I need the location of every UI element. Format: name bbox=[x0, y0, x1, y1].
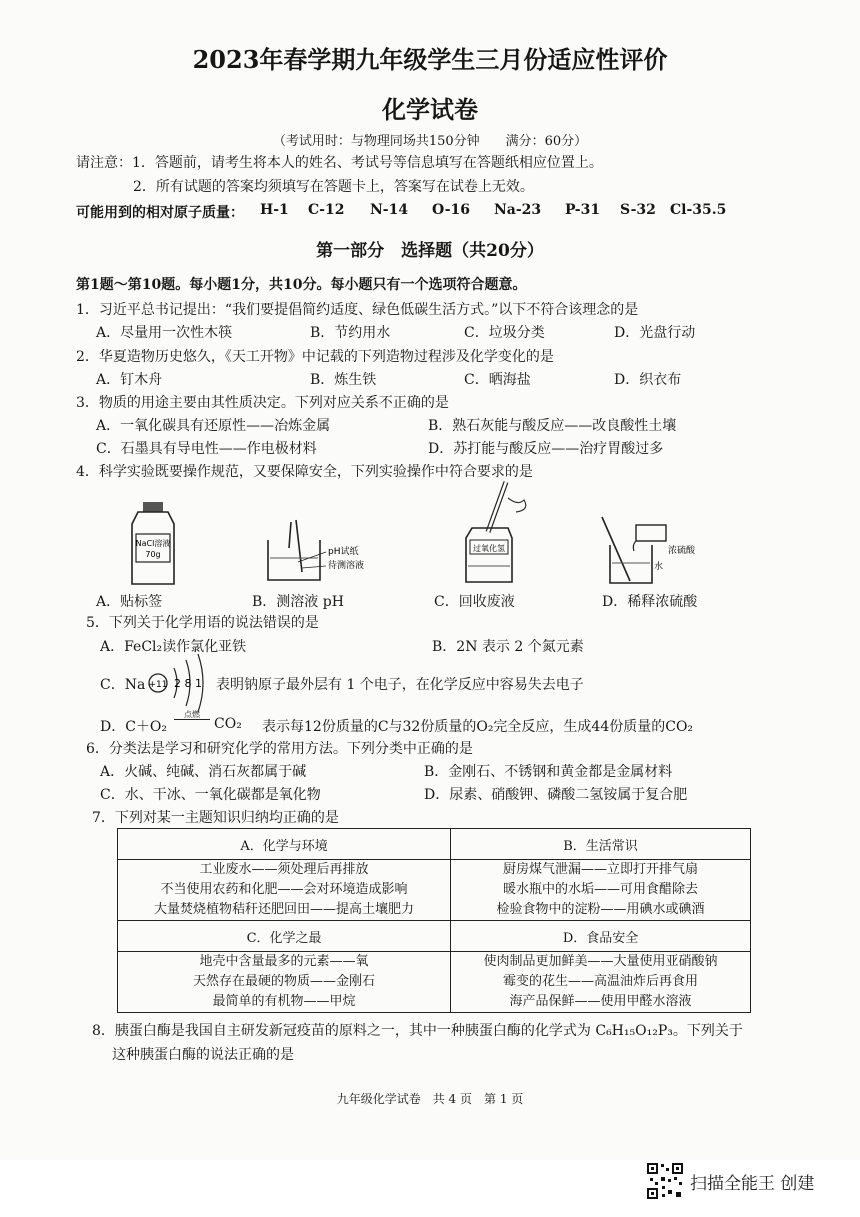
q5-reaction-condition: 点燃 bbox=[174, 710, 210, 720]
atomic-mass-s: S-32 bbox=[620, 202, 656, 218]
table-head-a: A．化学与环境 bbox=[118, 829, 451, 860]
table-head-c: C．化学之最 bbox=[118, 921, 451, 952]
q4-option-a: A．贴标签 bbox=[96, 594, 163, 610]
q6-option-d: D．尿素、硝酸钾、磷酸二氢铵属于复合肥 bbox=[424, 787, 688, 803]
q1-option-b: B．节约用水 bbox=[310, 325, 391, 341]
fig-a-label-2: 70g bbox=[145, 550, 161, 559]
q6-stem: 6．分类法是学习和研究化学的常用方法。下列分类中正确的是 bbox=[86, 741, 473, 757]
q2-option-c: C．晒海盐 bbox=[464, 372, 531, 388]
exam-title: 2023年春学期九年级学生三月份适应性评价 bbox=[192, 45, 668, 74]
atom-nucleus-label: +11 bbox=[148, 680, 168, 690]
atomic-mass-label: 可能用到的相对原子质量： bbox=[76, 205, 244, 221]
atomic-mass-p: P-31 bbox=[565, 202, 601, 218]
section-instruction: 第1题～第10题。每小题1分，共10分。每小题只有一个选项符合题意。 bbox=[76, 277, 527, 293]
q6-option-c: C．水、干冰、一氧化碳都是氧化物 bbox=[100, 787, 321, 803]
note-1: 请注意：1．答题前，请考生将本人的姓名、考试号等信息填写在答题纸相应位置上。 bbox=[76, 155, 603, 171]
exam-info: （考试用时：与物理同场共150分钟 满分：60分） bbox=[272, 134, 588, 149]
page-footer: 九年级化学试卷 共 4 页 第 1 页 bbox=[336, 1092, 524, 1106]
q2-option-d: D．织衣布 bbox=[614, 372, 682, 388]
table-c-line-2: 天然存在最硬的物质——金刚石 bbox=[193, 974, 376, 989]
atomic-mass-n: N-14 bbox=[370, 202, 409, 218]
atomic-mass-c: C-12 bbox=[308, 202, 345, 218]
ph-test-figure bbox=[258, 518, 388, 584]
table-b-line-3: 检验食物中的淀粉——用碘水或碘酒 bbox=[496, 902, 705, 917]
table-c-line-3: 最简单的有机物——甲烷 bbox=[212, 994, 356, 1009]
table-cell-d bbox=[451, 952, 751, 1013]
reagent-bottle-figure bbox=[118, 500, 188, 588]
q5-option-d-text: 表示每12份质量的C与32份质量的O₂完全反应，生成44份质量的CO₂ bbox=[262, 719, 694, 735]
fig-b-label-1: pH试纸 bbox=[328, 547, 359, 557]
atomic-mass-h: H-1 bbox=[260, 202, 289, 218]
q5-option-c-text: 表明钠原子最外层有 1 个电子，在化学反应中容易失去电子 bbox=[216, 677, 584, 693]
sodium-atom-structure-icon bbox=[146, 652, 212, 714]
fig-a-label-1: NaCl溶液 bbox=[135, 539, 171, 548]
table-cell-b bbox=[451, 860, 751, 921]
knowledge-table bbox=[117, 828, 751, 1013]
qr-code-icon bbox=[646, 1162, 684, 1200]
q2-option-b: B．炼生铁 bbox=[310, 372, 377, 388]
table-a-line-3: 大量焚烧植物秸秆还肥回田——提高土壤肥力 bbox=[154, 902, 415, 917]
q5-option-c-prefix: C．Na bbox=[100, 677, 146, 693]
fig-d-label-1: 浓硫酸 bbox=[668, 546, 696, 556]
q3-option-c: C．石墨具有导电性——作电极材料 bbox=[96, 441, 317, 457]
q1-option-c: C．垃圾分类 bbox=[464, 325, 545, 341]
q3-stem: 3．物质的用途主要由其性质决定。下列对应关系不正确的是 bbox=[76, 395, 449, 411]
q5-option-a: A．FeCl₂读作氯化亚铁 bbox=[100, 639, 247, 655]
table-b-line-1: 厨房煤气泄漏——立即打开排气扇 bbox=[503, 862, 699, 877]
q5-option-b: B．2N 表示 2 个氮元素 bbox=[432, 639, 584, 655]
table-d-line-2: 霉变的花生——高温油炸后再食用 bbox=[503, 974, 699, 989]
scanner-watermark bbox=[646, 1162, 814, 1200]
atomic-mass-na: Na-23 bbox=[494, 202, 542, 218]
q3-option-b: B．熟石灰能与酸反应——改良酸性土壤 bbox=[428, 418, 677, 434]
waste-recovery-figure bbox=[458, 480, 532, 584]
dilute-acid-figure bbox=[596, 515, 706, 587]
q3-option-a: A．一氧化碳具有还原性——冶炼金属 bbox=[96, 418, 331, 434]
q5-stem: 5．下列关于化学用语的说法错误的是 bbox=[86, 615, 319, 631]
note-2: 2．所有试题的答案均须填写在答题卡上，答案写在试卷上无效。 bbox=[133, 179, 534, 195]
atomic-mass-o: O-16 bbox=[432, 202, 471, 218]
q4-option-d: D．稀释浓硫酸 bbox=[602, 594, 698, 610]
table-d-line-1: 使肉制品更加鲜美——大量使用亚硝酸钠 bbox=[483, 954, 718, 969]
q1-stem: 1．习近平总书记提出：“我们要提倡简约适度、绿色低碳生活方式。”以下不符合该理念的是 bbox=[76, 302, 639, 318]
table-cell-c bbox=[118, 952, 451, 1013]
q5-option-d-product: CO₂ bbox=[214, 716, 242, 732]
fig-c-label: 过氧化氢 bbox=[473, 544, 505, 553]
q2-stem: 2．华夏造物历史悠久，《天工开物》中记载的下列造物过程涉及化学变化的是 bbox=[76, 349, 554, 365]
q4-stem: 4．科学实验既要操作规范，又要保障安全，下列实验操作中符合要求的是 bbox=[76, 464, 533, 480]
atomic-mass-cl: Cl-35.5 bbox=[670, 202, 727, 218]
q7-stem: 7．下列对某一主题知识归纳均正确的是 bbox=[92, 810, 339, 826]
table-a-line-2: 不当使用农药和化肥——会对环境造成影响 bbox=[160, 882, 408, 897]
q4-option-b: B．测溶液 pH bbox=[252, 594, 344, 610]
q1-option-d: D．光盘行动 bbox=[614, 325, 696, 341]
section-title: 第一部分 选择题（共20分） bbox=[316, 241, 544, 261]
table-a-line-1: 工业废水——须处理后再排放 bbox=[199, 862, 369, 877]
q6-option-a: A．火碱、纯碱、消石灰都属于碱 bbox=[100, 764, 307, 780]
q3-option-d: D．苏打能与酸反应——治疗胃酸过多 bbox=[428, 441, 664, 457]
q6-option-b: B．金刚石、不锈钢和黄金都是金属材料 bbox=[424, 764, 673, 780]
table-cell-a bbox=[118, 860, 451, 921]
q8-stem-line-1: 8．胰蛋白酶是我国自主研发新冠疫苗的原料之一，其中一种胰蛋白酶的化学式为 C₆H₁₅O₁₂P₃。下列关于 bbox=[92, 1023, 743, 1039]
table-head-d: D．食品安全 bbox=[451, 921, 751, 952]
q8-stem-line-2: 这种胰蛋白酶的说法正确的是 bbox=[112, 1047, 294, 1063]
table-b-line-2: 暖水瓶中的水垢——可用食醋除去 bbox=[503, 882, 699, 897]
exam-subtitle: 化学试卷 bbox=[382, 95, 478, 124]
q5-option-d-prefix: D．C＋O₂ bbox=[100, 719, 168, 735]
fig-b-label-2: 待测溶液 bbox=[328, 561, 365, 571]
table-c-line-1: 地壳中含量最多的元素——氧 bbox=[199, 954, 369, 969]
fig-d-label-2: 水 bbox=[654, 562, 664, 572]
q1-option-a: A．尽量用一次性木筷 bbox=[96, 325, 233, 341]
table-head-b: B．生活常识 bbox=[451, 829, 751, 860]
q4-option-c: C．回收废液 bbox=[434, 594, 515, 610]
table-d-line-3: 海产品保鲜——使用甲醛水溶液 bbox=[509, 994, 692, 1009]
atom-shell-label: 2 8 1 bbox=[174, 677, 202, 690]
q2-option-a: A．钉木舟 bbox=[96, 372, 163, 388]
watermark-text: 扫描全能王 创建 bbox=[690, 1173, 815, 1194]
